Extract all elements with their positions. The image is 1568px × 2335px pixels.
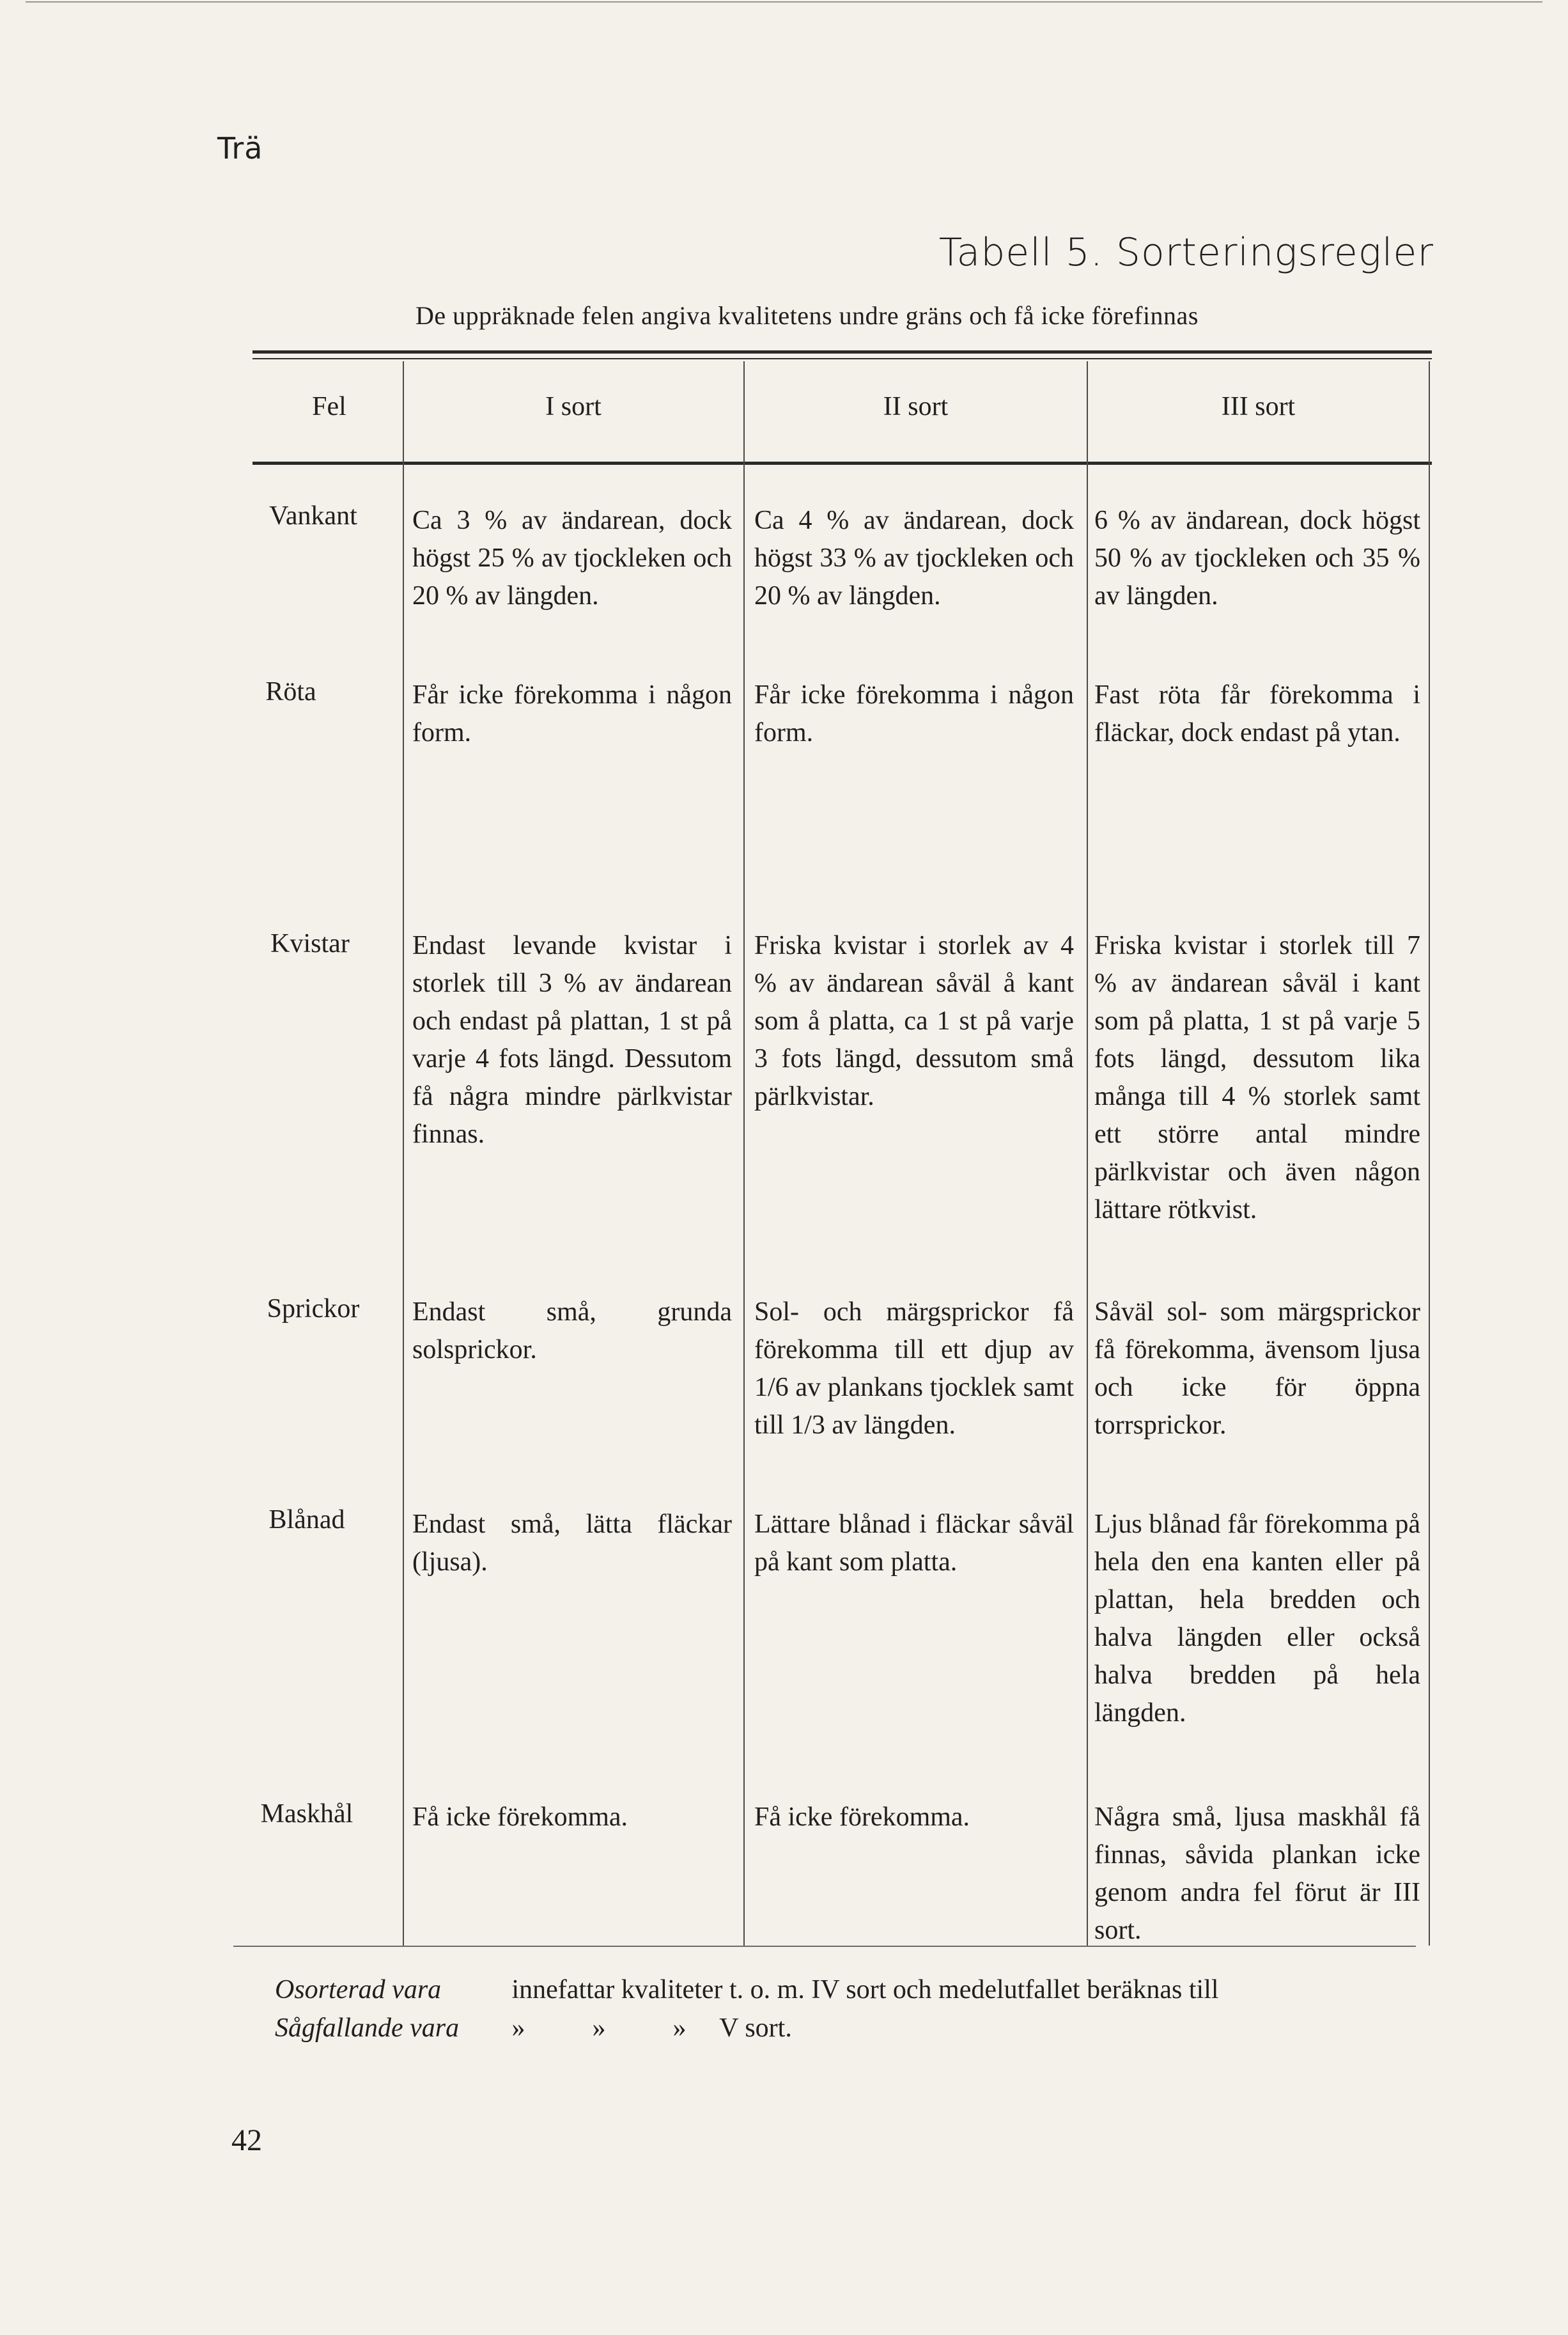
column-divider-1 — [403, 361, 404, 1946]
rota-sort-1: Får icke förekomma i någon form. — [412, 680, 732, 747]
maskhal-sort-2: Få icke förekomma. — [754, 1802, 970, 1832]
top-edge-rule — [26, 1, 1542, 3]
row-label-maskhal: Maskhål — [260, 1799, 353, 1829]
kvistar-sort-1: Endast levande kvistar i storlek till 3 % av ändarean och endast på plattan, 1 st på varje 4 fots längd. Dessutom få några mindre pärlkvistar finnas. — [412, 931, 732, 1149]
footnote-term: Sågfallande vara — [275, 2013, 460, 2043]
rota-sort-2: Får icke förekomma i någon form. — [754, 680, 1074, 747]
rota-sort-3: Fast röta får förekomma i fläckar, dock endast på ytan. — [1094, 680, 1420, 747]
row-label-sprickor: Sprickor — [267, 1294, 360, 1324]
vankant-sort-3: 6 % av ändarean, dock högst 50 % av tjockleken och 35 % av längden. — [1094, 506, 1420, 611]
row-label-vankant: Vankant — [269, 501, 357, 531]
header-sort-3: III sort — [1221, 392, 1296, 421]
maskhal-sort-1: Få icke förekomma. — [412, 1802, 628, 1832]
table-top-rule-thin — [252, 358, 1432, 359]
row-label-kvistar: Kvistar — [270, 929, 350, 958]
maskhal-sort-3: Några små, ljusa maskhål få finnas, såvida plankan icke genom andra fel förut är III sort. — [1094, 1802, 1420, 1945]
table-top-rule — [252, 350, 1432, 354]
page-number: 42 — [231, 2123, 262, 2157]
vankant-sort-2: Ca 4 % av ändarean, dock högst 33 % av tjockleken och 20 % av längden. — [754, 506, 1074, 611]
row-label-rota: Röta — [265, 677, 316, 707]
footnote-osorterad — [275, 1974, 1219, 2005]
column-divider-2 — [743, 361, 745, 1946]
header-bottom-rule — [252, 462, 1432, 465]
footnote-sagfallande — [275, 2013, 792, 2043]
table-title: Tabell 5. Sorteringsregler — [938, 230, 1434, 275]
sprickor-sort-3: Såväl sol- som märgsprickor få förekomma, ävensom ljusa och icke för öppna torrsprickor. — [1094, 1297, 1420, 1440]
blanad-sort-3: Ljus blånad får förekomma på hela den ena kanten eller på plattan, hela bredden och halva längden eller också halva bredden på hela längden. — [1094, 1510, 1420, 1728]
table-right-edge — [1429, 361, 1430, 1946]
blanad-sort-2: Lättare blånad i fläckar såväl på kant som platta. — [754, 1510, 1074, 1577]
row-label-blanad: Blånad — [268, 1505, 345, 1535]
sprickor-sort-2: Sol- och märgsprickor få förekomma till ett djup av 1/6 av plankans tjocklek samt till 1/3 av längden. — [754, 1297, 1074, 1440]
footnote-text: » » » V sort. — [511, 2013, 792, 2043]
kvistar-sort-2: Friska kvistar i storlek av 4 % av ändarean såväl å kant som å platta, ca 1 st på varje 3 fots längd, dessutom små pärlkvistar. — [754, 931, 1074, 1111]
header-sort-1: I sort — [545, 392, 602, 421]
sprickor-sort-1: Endast små, grunda solsprickor. — [412, 1297, 732, 1364]
vankant-sort-1: Ca 3 % av ändarean, dock högst 25 % av tjockleken och 20 % av längden. — [412, 506, 732, 611]
footnote-term: Osorterad vara — [275, 1975, 442, 2004]
column-divider-3 — [1087, 361, 1088, 1946]
table-subtitle: De uppräknade felen angiva kvalitetens undre gräns och få icke förefinnas — [415, 301, 1199, 330]
kvistar-sort-3: Friska kvistar i storlek till 7 % av ändarean såväl i kant som på platta, 1 st på varje 5 fots längd, dessutom lika många till 4 % storlek samt ett större antal mindre pärlkvistar och även någon lättare rötkvist. — [1094, 931, 1420, 1224]
running-head: Trä — [217, 131, 263, 166]
footnote-text: innefattar kvaliteter t. o. m. IV sort och medelutfallet beräknas till — [511, 1975, 1219, 2004]
header-fel: Fel — [312, 392, 346, 421]
blanad-sort-1: Endast små, lätta fläckar (ljusa). — [412, 1510, 732, 1577]
header-sort-2: II sort — [883, 392, 949, 421]
